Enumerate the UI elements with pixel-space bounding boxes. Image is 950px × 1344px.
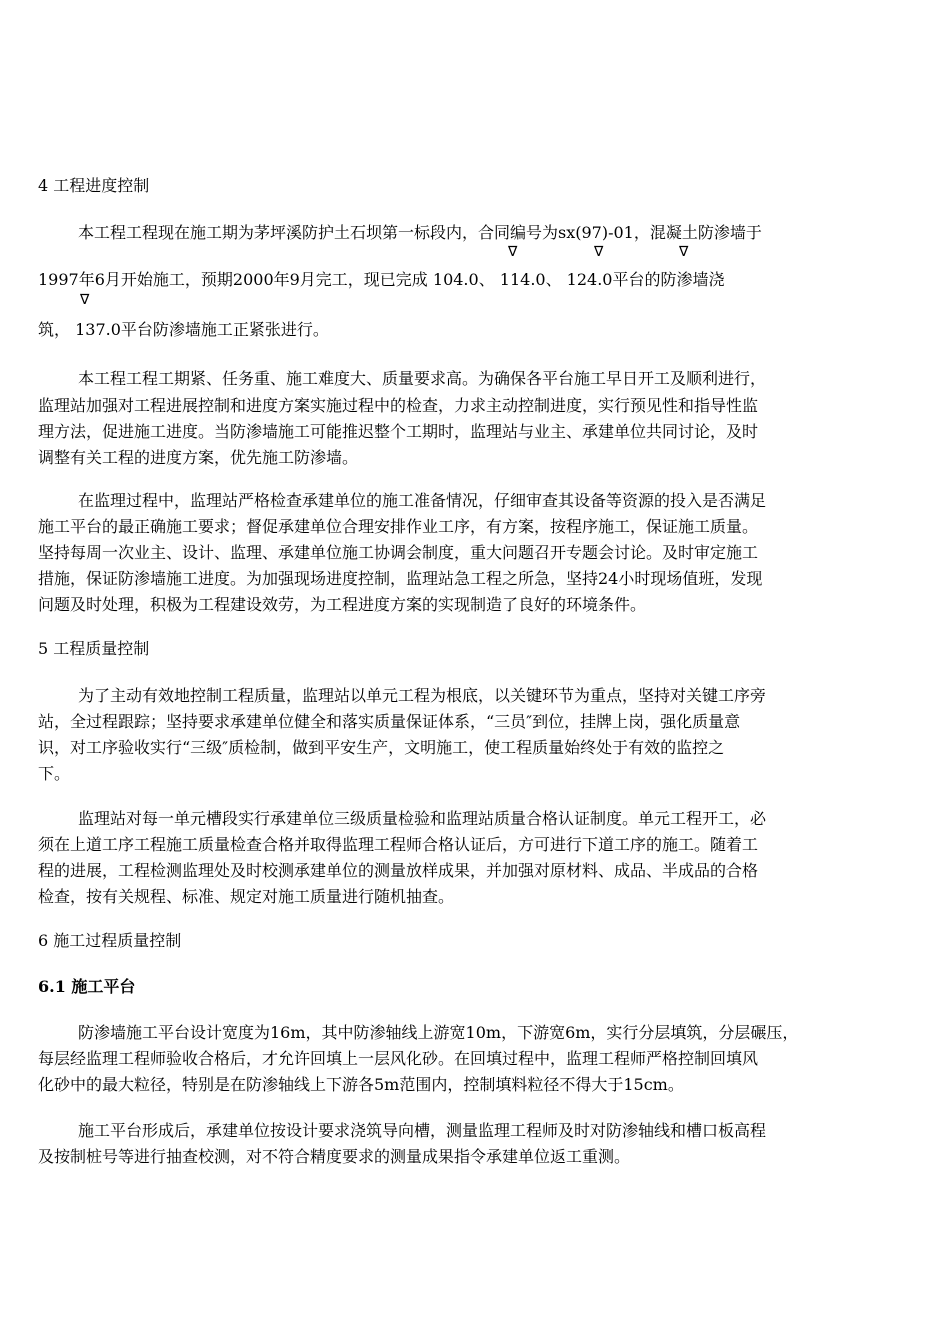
paragraph-1-line-1: 本工程工程现在施工期为茅坪溪防护土石坝第一标段内，合同编号为sx(97)-01，混凝土防渗墙于	[78, 223, 762, 242]
paragraph-3-line-2: 施工平台的最正确施工要求；督促承建单位合理安排作业工序，有方案，按程序施工，保证施工质量。	[38, 517, 759, 536]
elevation-triangle-icon: ∇	[508, 244, 518, 260]
paragraph-5-line-1: 监理站对每一单元槽段实行承建单位三级质量检验和监理站质量合格认证制度。单元工程开工，必	[78, 809, 767, 828]
paragraph-2-line-1: 本工程工程工期紧、任务重、施工难度大、质量要求高。为确保各平台施工早日开工及顺利进行，	[78, 369, 767, 388]
elevation-triangle-icon: ∇	[80, 292, 90, 308]
paragraph-6-line-1: 防渗墙施工平台设计宽度为16m，其中防渗轴线上游宽10m，下游宽6m，实行分层填筑，分层碾压，	[78, 1023, 799, 1042]
paragraph-4-line-3: 识，对工序验收实行“三级″质检制，做到平安生产，文明施工，使工程质量始终处于有效的监控之	[38, 738, 725, 757]
paragraph-1-line-2: 1997年6月开始施工，预期2000年9月完工，现已完成 104.0、 114.0、 124.0平台的防渗墙浇	[38, 270, 725, 289]
elevation-triangle-icon: ∇	[594, 244, 604, 260]
paragraph-6-line-3: 化砂中的最大粒径，特别是在防渗轴线上下游各5m范围内，控制填料粒径不得大于15cm。	[38, 1075, 684, 1094]
paragraph-6-line-2: 每层经监理工程师验收合格后，才允许回填上一层风化砂。在回填过程中，监理工程师严格控制回填风	[38, 1049, 759, 1068]
section-heading-5: 5 工程质量控制	[38, 639, 150, 658]
paragraph-5-line-3: 程的进展，工程检测监理处及时校测承建单位的测量放样成果，并加强对原材料、成品、半成品的合格	[38, 861, 759, 880]
paragraph-3-line-5: 问题及时处理，积极为工程建设效劳，为工程进度方案的实现制造了良好的环境条件。	[38, 595, 647, 614]
elevation-triangle-icon: ∇	[679, 244, 689, 260]
paragraph-7-line-1: 施工平台形成后，承建单位按设计要求浇筑导向槽，测量监理工程师及时对防渗轴线和槽口板高程	[78, 1121, 767, 1140]
paragraph-3-line-3: 坚持每周一次业主、设计、监理、承建单位施工协调会制度，重大问题召开专题会讨论。及时审定施工	[38, 543, 759, 562]
paragraph-3-line-4: 措施，保证防渗墙施工进度。为加强现场进度控制，监理站急工程之所急，坚持24小时现场值班，发现	[38, 569, 763, 588]
section-heading-4: 4 工程进度控制	[38, 176, 150, 195]
paragraph-2-line-3: 理方法，促进施工进度。当防渗墙施工可能推迟整个工期时，监理站与业主、承建单位共同讨论，及时	[38, 422, 759, 441]
paragraph-5-line-2: 须在上道工序工程施工质量检查合格并取得监理工程师合格认证后，方可进行下道工序的施工。随着工	[38, 835, 759, 854]
paragraph-4-line-2: 站，全过程跟踪；坚持要求承建单位健全和落实质量保证体系，“三员″到位，挂牌上岗，强化质量意	[38, 712, 741, 731]
section-heading-6-1: 6.1 施工平台	[38, 977, 136, 996]
paragraph-5-line-4: 检查，按有关规程、标准、规定对施工质量进行随机抽查。	[38, 887, 455, 906]
paragraph-2-line-2: 监理站加强对工程进展控制和进度方案实施过程中的检查，力求主动控制进度，实行预见性和指导性监	[38, 396, 759, 415]
paragraph-4-line-1: 为了主动有效地控制工程质量，监理站以单元工程为根底，以关键环节为重点，坚持对关键工序旁	[78, 686, 767, 705]
paragraph-4-line-4: 下。	[38, 764, 71, 783]
paragraph-3-line-1: 在监理过程中，监理站严格检查承建单位的施工准备情况，仔细审查其设备等资源的投入是否满足	[78, 491, 767, 510]
paragraph-7-line-2: 及按制桩号等进行抽查校测，对不符合精度要求的测量成果指令承建单位返工重测。	[38, 1147, 631, 1166]
section-heading-6: 6 施工过程质量控制	[38, 931, 182, 950]
paragraph-1-line-3: 筑， 137.0平台防渗墙施工正紧张进行。	[38, 320, 329, 339]
paragraph-2-line-4: 调整有关工程的进度方案，优先施工防渗墙。	[38, 448, 359, 467]
